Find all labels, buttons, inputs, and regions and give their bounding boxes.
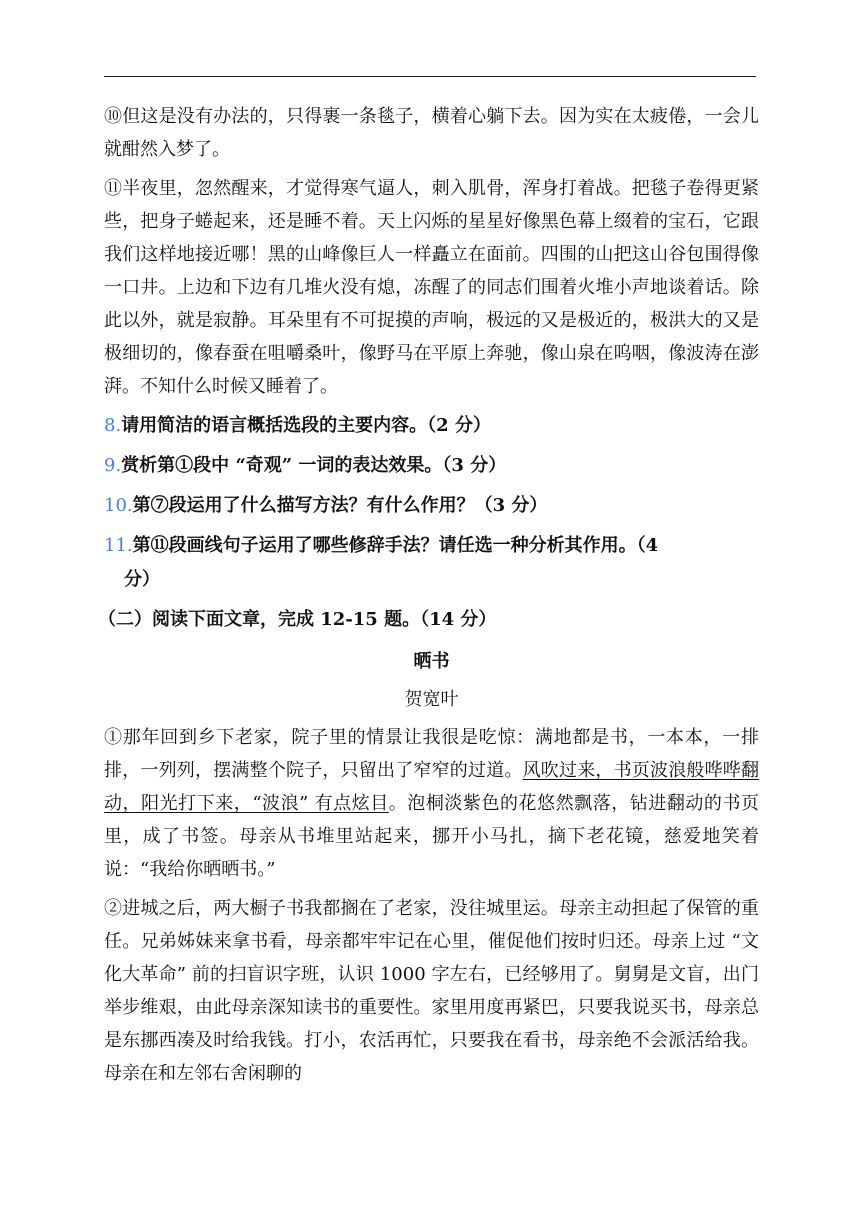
question-10 [104,489,759,523]
section-heading: （二）阅读下面文章，完成 12-15 题。（14 分） [98,609,497,630]
article-paragraph-2: ②进城之后，两大橱子书我都搁在了老家，没往城里运。母亲主动担起了保管的重任。兄弟姊妹来拿书看，母亲都牢牢记在心里，催促他们按时归还。母亲上过 “文化大革命” 前的扫盲识字班，认识 1000 字左右，已经够用了。舅舅是文盲，出门举步维艰，由此母亲深知读书的重要性。家里用度再紧巴，只要我说买书，母亲总是东挪西凑及时给我钱。打小，农活再忙，只要我在看书，母亲绝不会派活给我。母亲在和左邻右舍闲聊的 [104,898,759,1084]
header-rule [104,76,756,77]
document-body [98,100,760,1096]
paragraph-text: 。泡桐淡紫色的花悠然飘落，钻进翻动的书页里，成了书签。母亲从书堆里站起来，挪开小马扎，摘下老花镜，慈爱地笑着说：“我给你晒晒书。” [104,793,760,880]
question-8 [104,409,759,443]
paragraph-10: ⑩但这是没有办法的，只得裹一条毯子，横着心躺下去。因为实在太疲倦，一会儿就酣然入梦了。 [104,106,759,160]
question-text: 赏析第①段中 “奇观” 一词的表达效果。（3 分） [121,455,507,476]
question-text: 第⑦段运用了什么描写方法？有什么作用？（3 分） [132,495,548,516]
question-number: 10. [104,495,133,516]
question-number: 11. [104,535,133,556]
question-text-continued: 分） [124,569,160,590]
underlined-sentence: 风吹过来，书页波浪般哗哗翻动，阳光打下来，“波浪” 有点炫目 [104,760,760,814]
question-text: 第⑪段画线句子运用了哪些修辞手法？请任选一种分析其作用。（4 [132,535,659,556]
paragraph-text: ①那年回到乡下老家，院子里的情景让我很是吃惊：满地都是书，一本本，一排排，一列列，摆满整个院子，只留出了窄窄的过道。 [104,727,759,781]
article-paragraph-1 [104,721,759,886]
article-author: 贺宽叶 [404,689,459,710]
question-number: 8. [104,415,122,436]
question-number: 9. [104,455,122,476]
question-9 [104,449,759,483]
question-text: 请用简洁的语言概括选段的主要内容。（2 分） [121,415,491,436]
article-title: 晒书 [413,651,450,672]
paragraph-11: ⑪半夜里，忽然醒来，才觉得寒气逼人，刺入肌骨，浑身打着战。把毯子卷得更紧些，把身子蜷起来，还是睡不着。天上闪烁的星星好像黑色幕上缀着的宝石，它跟我们这样地接近哪！黑的山峰像巨人一样矗立在面前。四围的山把这山谷包围得像一口井。上边和下边有几堆火没有熄，冻醒了的同志们围着火堆小声地谈着话。除此以外，就是寂静。耳朵里有不可捉摸的声响，极远的又是极近的，极洪大的又是极细切的，像春蚕在咀嚼桑叶，像野马在平原上奔驰，像山泉在呜咽，像波涛在澎湃。不知什么时候又睡着了。 [104,178,759,397]
question-11 [104,529,759,597]
